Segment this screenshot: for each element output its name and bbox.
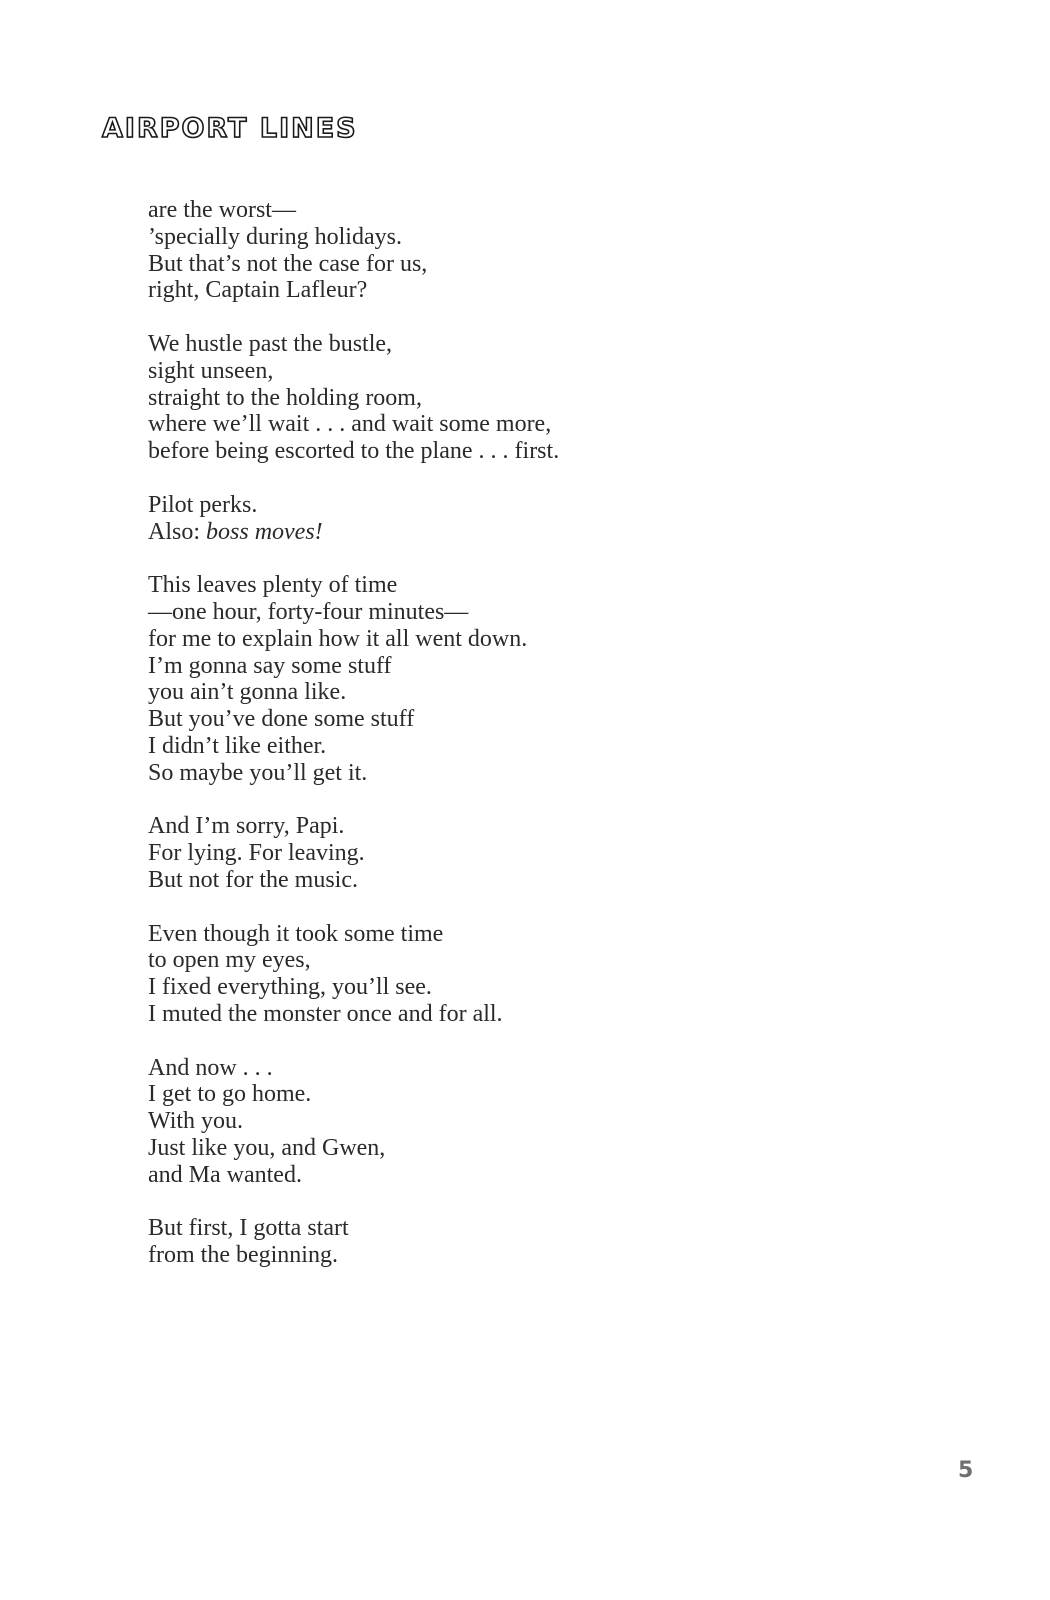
poem-body bbox=[148, 197, 868, 1296]
poem-line: We hustle past the bustle, bbox=[148, 330, 393, 357]
poem-line: I didn’t like either. bbox=[148, 732, 327, 759]
poem-line: straight to the holding room, bbox=[148, 384, 422, 411]
poem-line-mixed bbox=[148, 519, 868, 546]
poem-line: Pilot perks. bbox=[148, 491, 258, 518]
poem-title: AIRPORT LINES bbox=[102, 113, 358, 144]
stanza-5 bbox=[148, 813, 868, 893]
poem-line: This leaves plenty of time bbox=[148, 572, 398, 599]
poem-line: where we’ll wait . . . and wait some more, bbox=[148, 411, 552, 438]
poem-line: I’m gonna say some stuff bbox=[148, 652, 392, 679]
poem-line: But that’s not the case for us, bbox=[148, 250, 428, 277]
poem-line: Even though it took some time bbox=[148, 920, 444, 947]
poem-line: And I’m sorry, Papi. bbox=[148, 813, 345, 840]
poem-line: before being escorted to the plane . . . first. bbox=[148, 438, 560, 465]
poem-line: ’specially during holidays. bbox=[148, 223, 402, 250]
poem-line: But first, I gotta start bbox=[148, 1215, 349, 1242]
stanza-4 bbox=[148, 572, 868, 786]
poem-line-italic-part: boss moves! bbox=[206, 518, 323, 545]
poem-line: right, Captain Lafleur? bbox=[148, 277, 368, 304]
poem-line: I muted the monster once and for all. bbox=[148, 1000, 503, 1027]
stanza-1 bbox=[148, 197, 868, 304]
poem-line: from the beginning. bbox=[148, 1242, 338, 1269]
poem-line: And now . . . bbox=[148, 1054, 273, 1081]
stanza-6 bbox=[148, 921, 868, 1028]
poem-line: With you. bbox=[148, 1108, 244, 1135]
poem-line: —one hour, forty-four minutes— bbox=[148, 598, 469, 625]
poem-line: For lying. For leaving. bbox=[148, 840, 365, 867]
poem-line: Just like you, and Gwen, bbox=[148, 1134, 386, 1161]
poem-line: for me to explain how it all went down. bbox=[148, 625, 528, 652]
poem-line: So maybe you’ll get it. bbox=[148, 759, 368, 786]
poem-line: you ain’t gonna like. bbox=[148, 679, 347, 706]
stanza-7 bbox=[148, 1055, 868, 1189]
poem-line: sight unseen, bbox=[148, 357, 274, 384]
poem-line: and Ma wanted. bbox=[148, 1161, 302, 1188]
stanza-2 bbox=[148, 331, 868, 465]
poem-line-plain-part: Also: bbox=[148, 518, 207, 545]
poem-line: But you’ve done some stuff bbox=[148, 706, 415, 733]
poem-line: I get to go home. bbox=[148, 1081, 312, 1108]
stanza-3 bbox=[148, 492, 868, 546]
poem-line: are the worst— bbox=[148, 197, 296, 223]
poem-line: But not for the music. bbox=[148, 866, 358, 893]
page-number: 5 bbox=[958, 1458, 974, 1483]
poem-line: I fixed everything, you’ll see. bbox=[148, 974, 432, 1001]
stanza-8 bbox=[148, 1215, 868, 1269]
poem-line: to open my eyes, bbox=[148, 947, 311, 974]
